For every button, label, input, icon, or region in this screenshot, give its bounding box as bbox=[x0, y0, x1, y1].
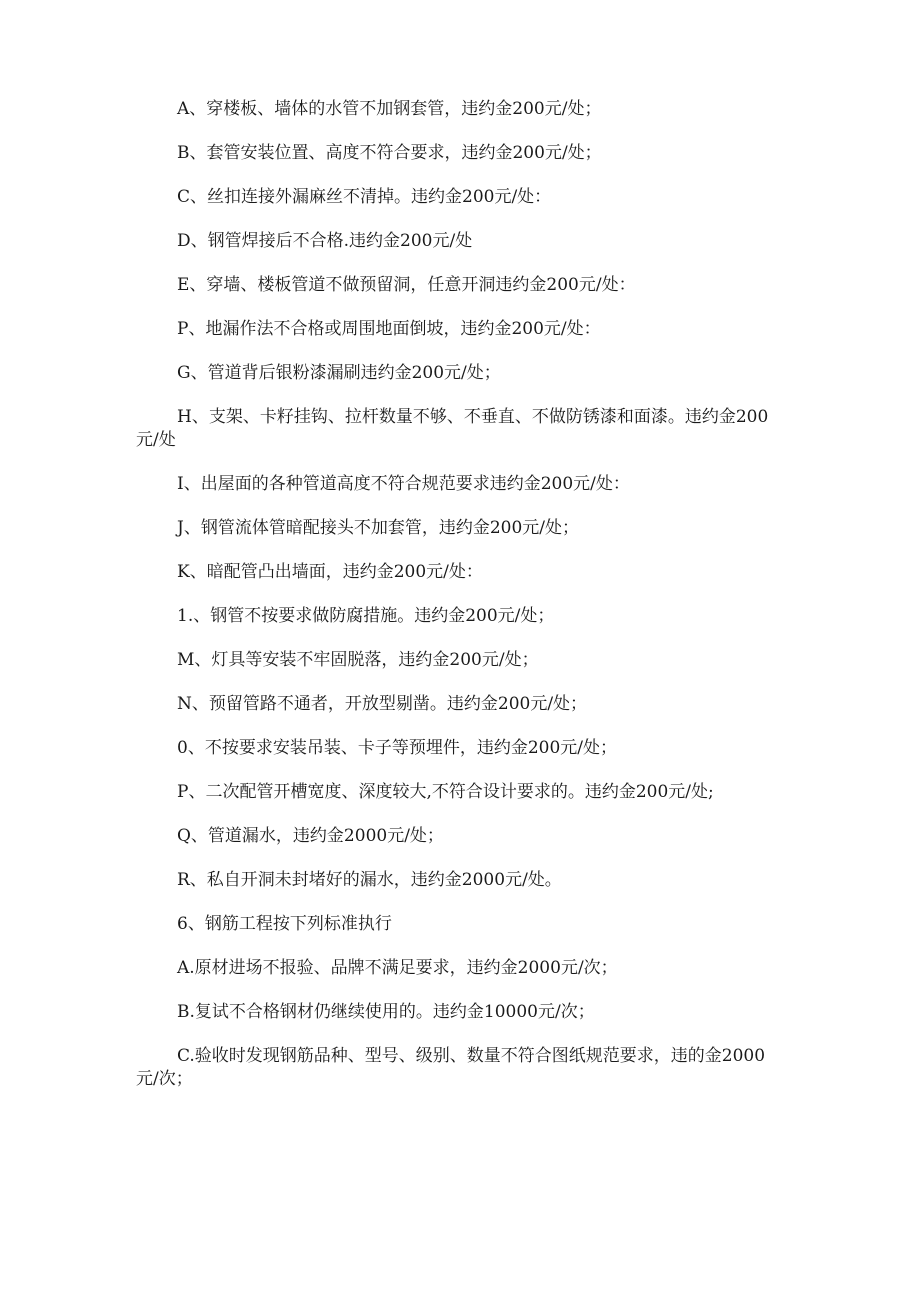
section-heading-rebar: 6、钢筋工程按下列标准执行 bbox=[177, 914, 392, 934]
paragraph-r-unsealed-holes: R、私自开洞未封堵好的漏水，违约金2000元/处。 bbox=[177, 870, 562, 890]
paragraph-n-reserved-pipes: N、预留管路不通者，开放型剔凿。违约金200元/处； bbox=[177, 694, 588, 714]
paragraph-o-embedded-parts: 0、不按要求安装吊装、卡子等预埋件，违约金200元/处； bbox=[177, 738, 617, 758]
paragraph-p-grooving: P、二次配管开槽宽度、深度较大,不符合设计要求的。违约金200元/处; bbox=[177, 782, 714, 802]
paragraph-q-leak: Q、管道漏水，违约金2000元/处； bbox=[177, 826, 444, 846]
paragraph-c-thread: C、丝扣连接外漏麻丝不清掉。违约金200元/处： bbox=[177, 187, 552, 207]
paragraph-e-openings: E、穿墙、楼板管道不做预留洞，任意开洞违约金200元/处： bbox=[177, 275, 636, 295]
paragraph-l-anticorrosion: 1.、钢管不按要求做防腐措施。违约金200元/处； bbox=[177, 606, 555, 626]
paragraph-g-paint: G、管道背后银粉漆漏刷违约金200元/处； bbox=[177, 363, 501, 383]
paragraph-a-sleeve: A、穿楼板、墙体的水管不加钢套管，违约金200元/处； bbox=[177, 99, 602, 119]
paragraph-rebar-c: C.验收时发现钢筋品种、型号、级别、数量不符合图纸规范要求，违的金2000元/次； bbox=[136, 1046, 766, 1089]
paragraph-h-supports: H、支架、卡籽挂钩、拉杆数量不够、不垂直、不做防锈漆和面漆。违约金200元/处 bbox=[136, 407, 769, 450]
paragraph-m-lamps: M、灯具等安装不牢固脱落，违约金200元/处； bbox=[177, 650, 539, 670]
paragraph-p-floor-drain: P、地漏作法不合格或周围地面倒坡，违约金200元/处： bbox=[177, 319, 601, 339]
paragraph-rebar-b: B.复试不合格钢材仍继续使用的。违约金10000元/次； bbox=[177, 1002, 595, 1022]
paragraph-rebar-a: A.原材进场不报验、品牌不满足要求，违约金2000元/次； bbox=[177, 958, 618, 978]
paragraph-d-welding: D、钢管焊接后不合格.违约金200元/处 bbox=[177, 231, 473, 251]
paragraph-j-joints: J、钢管流体管暗配接头不加套管，违约金200元/处； bbox=[177, 518, 579, 538]
paragraph-k-protrusion: K、暗配管凸出墙面，违约金200元/处： bbox=[177, 562, 483, 582]
paragraph-b-sleeve-position: B、套管安装位置、高度不符合要求，违约金200元/处； bbox=[177, 143, 602, 163]
paragraph-i-roof-pipes: I、出屋面的各种管道高度不符合规范要求违约金200元/处： bbox=[177, 474, 630, 494]
